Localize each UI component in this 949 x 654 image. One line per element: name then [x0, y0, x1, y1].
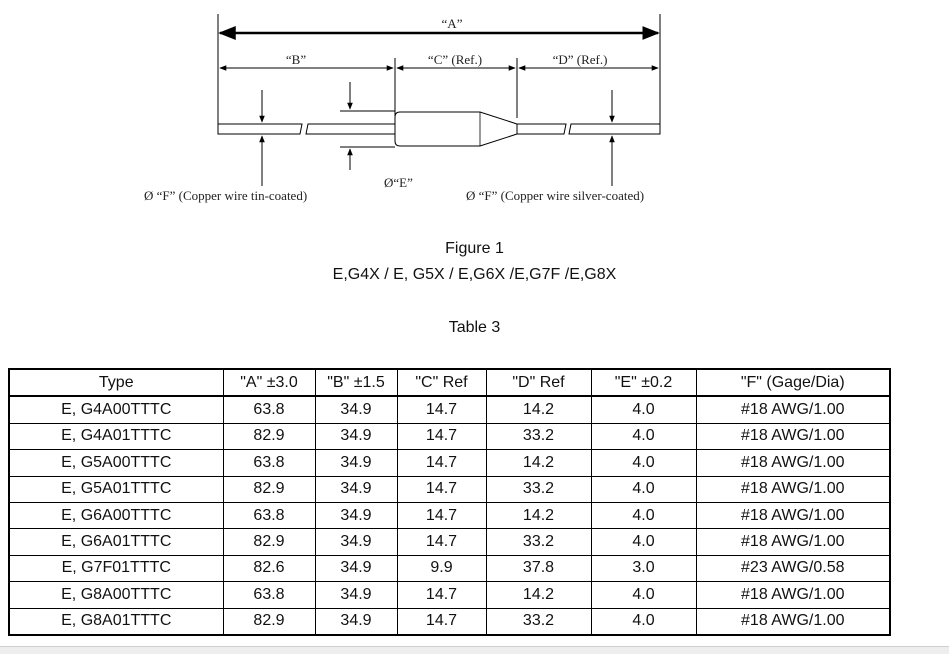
left-wire-segment-2: [306, 124, 395, 134]
cell-b: 34.9: [315, 529, 397, 555]
cell-type: E, G8A00TTTC: [9, 582, 223, 608]
cell-d: 37.8: [486, 555, 591, 581]
cell-a: 82.6: [223, 555, 315, 581]
cell-type: E, G8A01TTTC: [9, 608, 223, 635]
cell-a: 63.8: [223, 502, 315, 528]
cell-d: 33.2: [486, 608, 591, 635]
table-row: [9, 608, 890, 635]
cell-e: 4.0: [591, 450, 696, 476]
spec-table-container: [8, 368, 891, 636]
header-c: "C" Ref: [397, 369, 486, 396]
cell-d: 33.2: [486, 476, 591, 502]
table-row: [9, 582, 890, 608]
cell-f: #23 AWG/0.58: [696, 555, 890, 581]
cell-e: 4.0: [591, 529, 696, 555]
cell-b: 34.9: [315, 423, 397, 449]
cell-type: E, G7F01TTTC: [9, 555, 223, 581]
left-wire-segment-1: [218, 124, 302, 134]
table-header-row: [9, 369, 890, 396]
cell-f: #18 AWG/1.00: [696, 476, 890, 502]
cell-a: 63.8: [223, 450, 315, 476]
header-type: Type: [9, 369, 223, 396]
header-e: "E" ±0.2: [591, 369, 696, 396]
table-row: [9, 529, 890, 555]
cell-b: 34.9: [315, 502, 397, 528]
table-row: [9, 555, 890, 581]
cell-e: 4.0: [591, 396, 696, 423]
header-d: "D" Ref: [486, 369, 591, 396]
cell-a: 82.9: [223, 476, 315, 502]
cell-type: E, G4A01TTTC: [9, 423, 223, 449]
dimension-c-label: “C” (Ref.): [427, 52, 483, 67]
cell-d: 33.2: [486, 529, 591, 555]
cell-c: 14.7: [397, 476, 486, 502]
dimension-a-label: “A”: [441, 16, 463, 31]
cell-c: 14.7: [397, 450, 486, 476]
cell-b: 34.9: [315, 476, 397, 502]
cell-e: 4.0: [591, 476, 696, 502]
cell-type: E, G4A00TTTC: [9, 396, 223, 423]
cell-a: 82.9: [223, 423, 315, 449]
cell-type: E, G5A00TTTC: [9, 450, 223, 476]
table-row: [9, 502, 890, 528]
cell-a: 82.9: [223, 608, 315, 635]
cell-type: E, G5A01TTTC: [9, 476, 223, 502]
cell-e: 3.0: [591, 555, 696, 581]
cell-a: 82.9: [223, 529, 315, 555]
figure-subtitle: E,G4X / E, G5X / E,G6X /E,G7F /E,G8X: [332, 266, 617, 283]
cell-f: #18 AWG/1.00: [696, 450, 890, 476]
cell-d: 14.2: [486, 450, 591, 476]
cell-d: 33.2: [486, 423, 591, 449]
dimension-f-left-label: Ø “F” (Copper wire tin-coated): [144, 188, 308, 203]
table-row: [9, 476, 890, 502]
dimension-drawing: [0, 0, 949, 230]
cell-c: 14.7: [397, 582, 486, 608]
cell-type: E, G6A00TTTC: [9, 502, 223, 528]
cell-b: 34.9: [315, 582, 397, 608]
cell-d: 14.2: [486, 396, 591, 423]
right-wire-segment-1: [517, 124, 566, 134]
cell-b: 34.9: [315, 396, 397, 423]
cell-c: 14.7: [397, 502, 486, 528]
table-row: [9, 423, 890, 449]
header-f: "F" (Gage/Dia): [696, 369, 890, 396]
cell-c: 14.7: [397, 423, 486, 449]
dimension-d-label: “D” (Ref.): [552, 52, 608, 67]
figure-title: Figure 1: [445, 240, 504, 257]
fuse-case: [395, 112, 517, 146]
cell-c: 14.7: [397, 529, 486, 555]
cell-f: #18 AWG/1.00: [696, 423, 890, 449]
header-b: "B" ±1.5: [315, 369, 397, 396]
cell-e: 4.0: [591, 423, 696, 449]
cell-b: 34.9: [315, 608, 397, 635]
dimension-e-label: Ø“E”: [384, 175, 413, 190]
cell-e: 4.0: [591, 582, 696, 608]
cell-d: 14.2: [486, 582, 591, 608]
cell-a: 63.8: [223, 396, 315, 423]
cell-f: #18 AWG/1.00: [696, 608, 890, 635]
cell-a: 63.8: [223, 582, 315, 608]
right-wire-segment-2: [569, 124, 660, 134]
cell-d: 14.2: [486, 502, 591, 528]
cell-f: #18 AWG/1.00: [696, 582, 890, 608]
cell-e: 4.0: [591, 502, 696, 528]
table-title: Table 3: [448, 319, 501, 336]
cell-f: #18 AWG/1.00: [696, 396, 890, 423]
dimension-f-right-label: Ø “F” (Copper wire silver-coated): [466, 188, 645, 203]
thermal-fuse-body: [218, 112, 660, 146]
cell-e: 4.0: [591, 608, 696, 635]
table-row: [9, 396, 890, 423]
header-a: "A" ±3.0: [223, 369, 315, 396]
cell-c: 14.7: [397, 608, 486, 635]
cell-c: 9.9: [397, 555, 486, 581]
table-body: [9, 396, 890, 635]
cell-b: 34.9: [315, 450, 397, 476]
spec-table: [8, 368, 891, 636]
extension-lines: [218, 14, 660, 124]
cell-type: E, G6A01TTTC: [9, 529, 223, 555]
cell-c: 14.7: [397, 396, 486, 423]
table-row: [9, 450, 890, 476]
cell-f: #18 AWG/1.00: [696, 502, 890, 528]
dimension-b-label: “B”: [285, 52, 307, 67]
cell-b: 34.9: [315, 555, 397, 581]
cell-f: #18 AWG/1.00: [696, 529, 890, 555]
